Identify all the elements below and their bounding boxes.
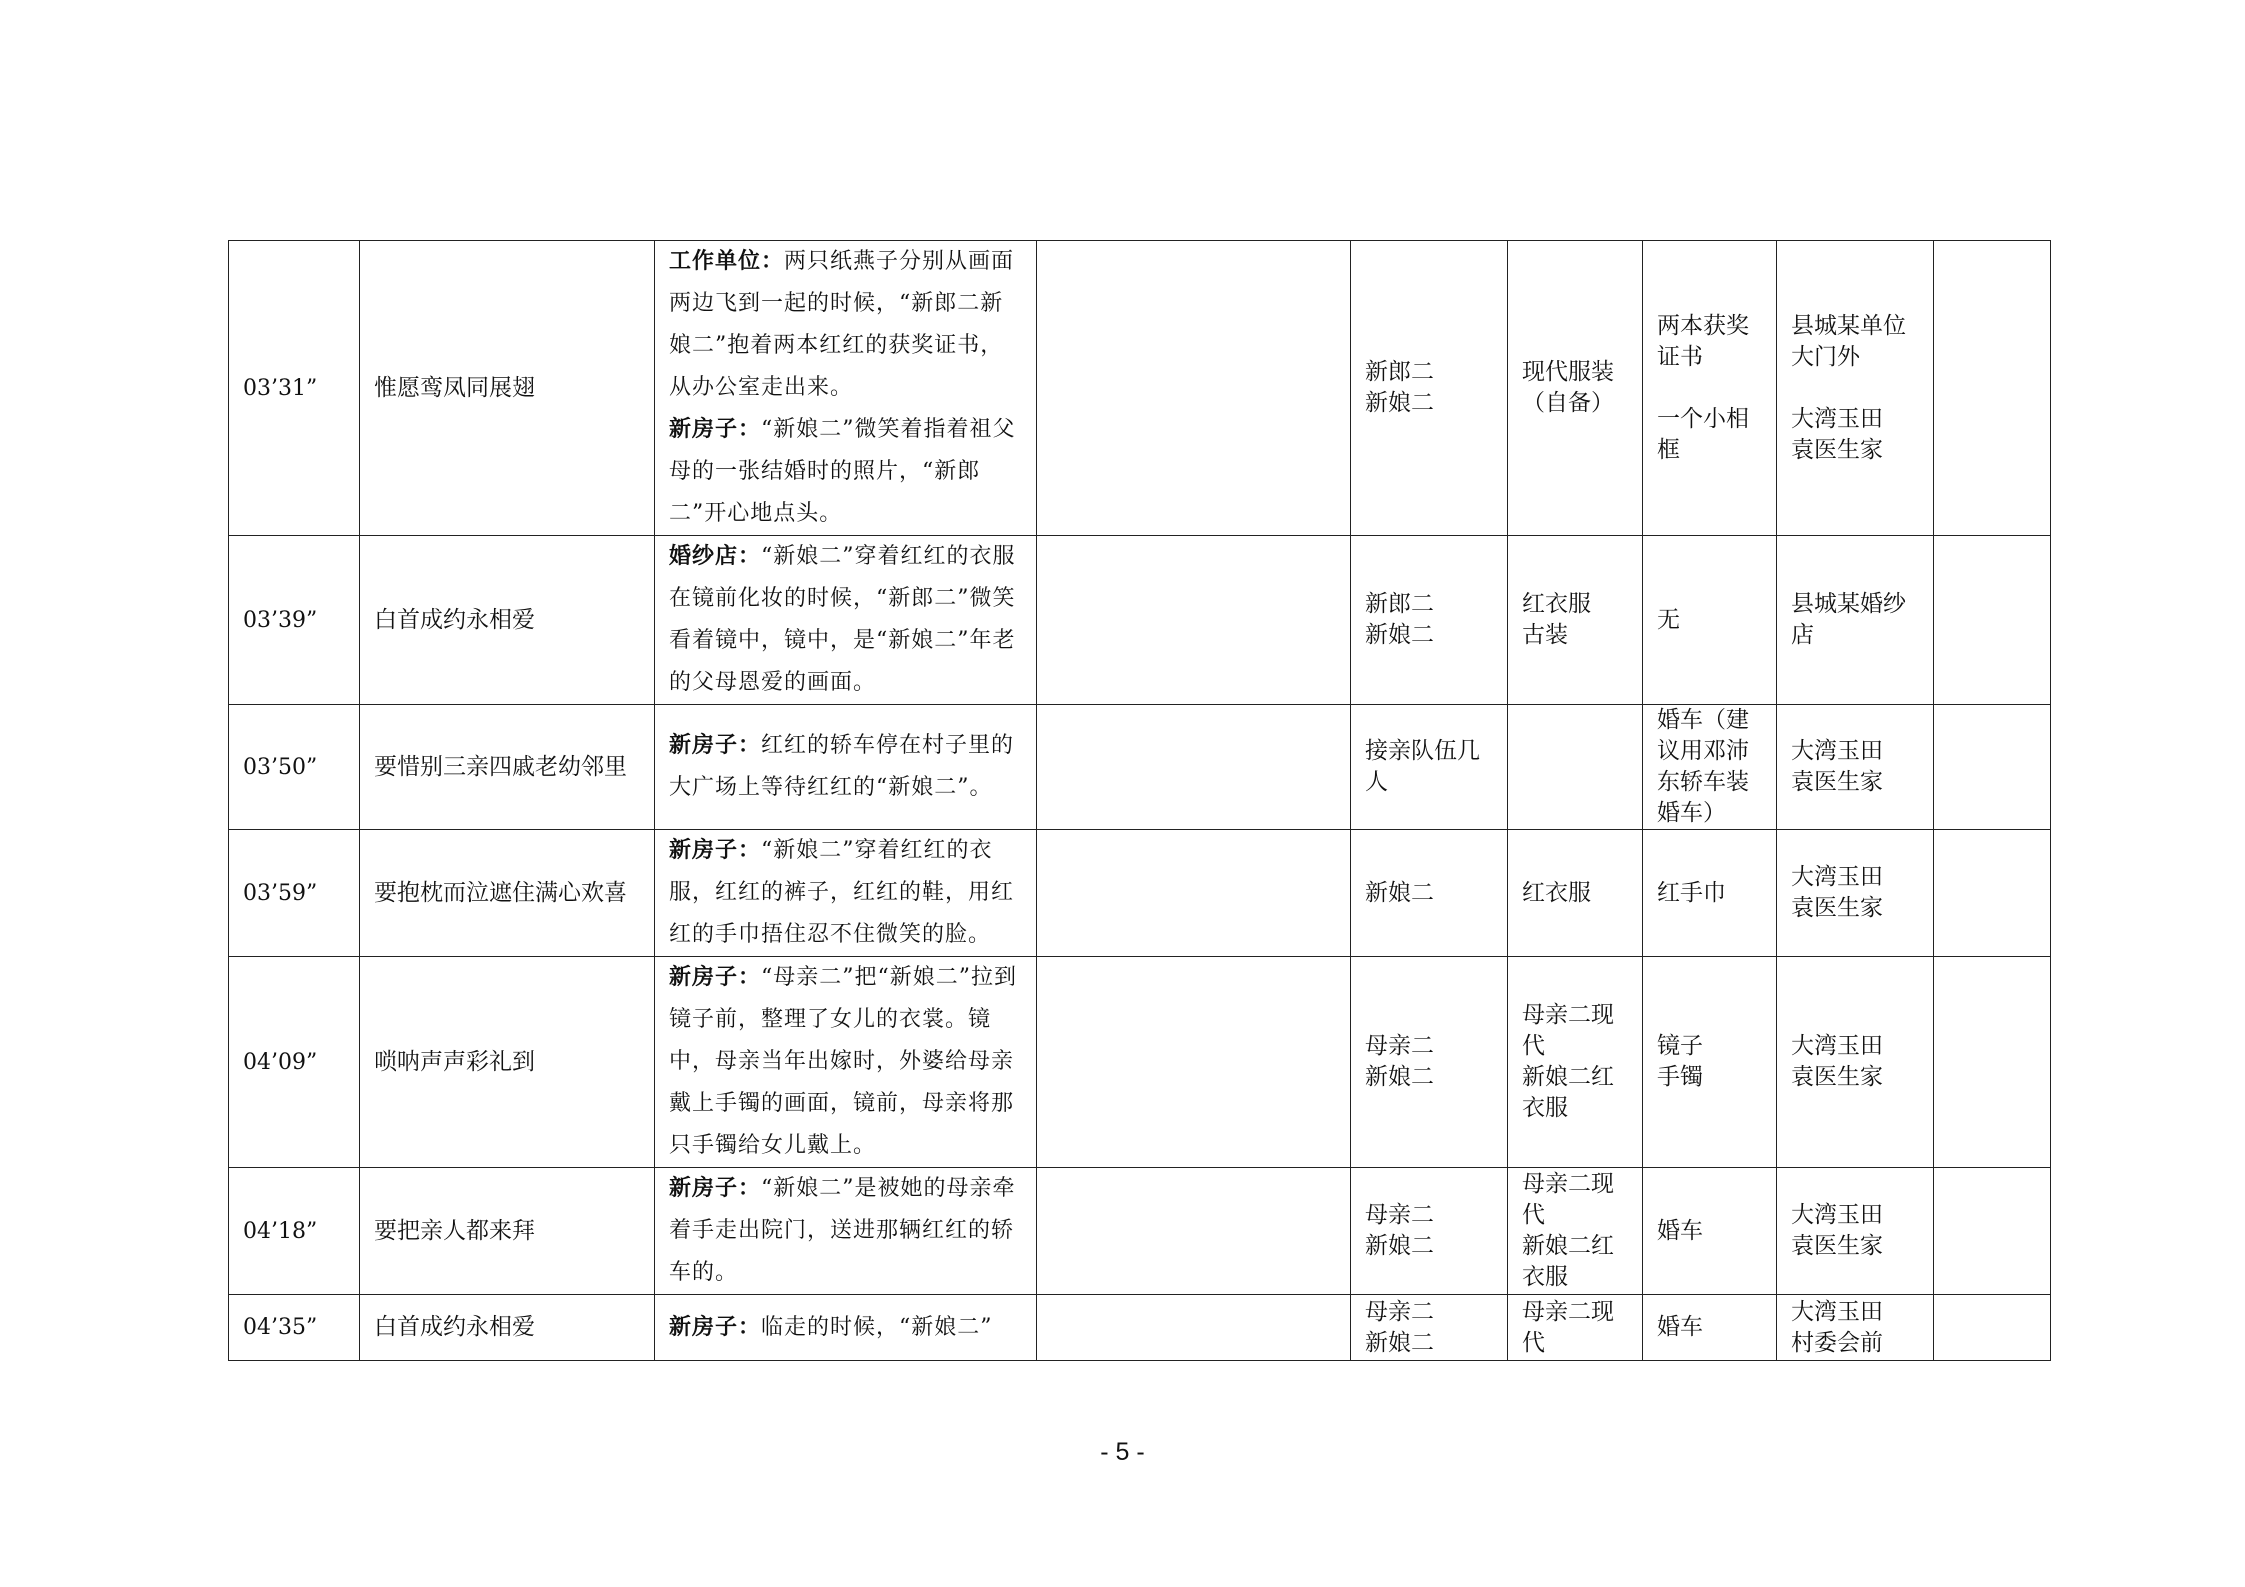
blank-cell xyxy=(1037,1168,1351,1295)
costume-cell-line: 衣服 xyxy=(1522,1264,1568,1290)
scene-text: 两只纸燕子分别从画面两边飞到一起的时候，“新郎二新娘二”抱着两本红红的获奖证书，从办公室走出来。 xyxy=(669,249,1015,400)
location-cell-line xyxy=(1791,373,1919,404)
costume-cell-line: 母亲二现 xyxy=(1522,1171,1614,1197)
location-cell-line: 大湾玉田 xyxy=(1791,864,1883,890)
props-cell-line: 红手巾 xyxy=(1657,879,1726,906)
props-cell-line: 无 xyxy=(1657,606,1680,633)
scene-text: “新娘二”是被她的母亲牵着手走出院门，送进那辆红红的轿车的。 xyxy=(669,1176,1016,1285)
timecode-cell: 03’50” xyxy=(229,705,360,830)
scene-location-label: 新房子： xyxy=(669,965,762,990)
scene-paragraph xyxy=(669,957,1022,1167)
timecode-cell: 03’31” xyxy=(229,241,360,536)
cast-cell-line: 新郎二 xyxy=(1365,591,1434,617)
lyric-cell: 要把亲人都来拜 xyxy=(360,1168,655,1295)
props-cell-line: 两本获奖 xyxy=(1657,312,1749,339)
location-cell-line: 袁医生家 xyxy=(1791,895,1883,921)
scene-description-cell xyxy=(655,705,1037,830)
blank-cell xyxy=(1934,957,2051,1168)
costume-cell xyxy=(1508,1168,1643,1295)
props-cell xyxy=(1643,241,1777,536)
location-cell xyxy=(1777,830,1934,957)
scene-paragraph xyxy=(669,409,1022,535)
location-cell xyxy=(1777,1295,1934,1361)
scene-text: “新娘二”微笑着指着祖父母的一张结婚时的照片，“新郎二”开心地点头。 xyxy=(669,417,1016,526)
scene-location-label: 新房子： xyxy=(669,838,762,863)
props-cell-line: 婚车） xyxy=(1657,800,1726,826)
scene-location-label: 婚纱店： xyxy=(669,544,762,569)
table-row xyxy=(229,1295,2051,1361)
costume-cell-line: （自备） xyxy=(1522,390,1614,416)
cast-cell xyxy=(1351,830,1508,957)
page-number: - 5 - xyxy=(1100,1438,1145,1466)
costume-cell-line: 代 xyxy=(1522,1202,1545,1228)
props-cell-line: 手镯 xyxy=(1657,1064,1703,1090)
scene-description-cell xyxy=(655,1168,1037,1295)
lyric-cell: 白首成约永相爱 xyxy=(360,1295,655,1361)
blank-cell xyxy=(1934,830,2051,957)
props-cell-line: 议用邓沛 xyxy=(1657,738,1749,764)
table-body xyxy=(229,241,2051,1361)
props-cell xyxy=(1643,536,1777,705)
cast-cell-line: 母亲二 xyxy=(1365,1202,1434,1228)
scene-text: 红红的轿车停在村子里的大广场上等待红红的“新娘二”。 xyxy=(669,733,1015,800)
table-row xyxy=(229,830,2051,957)
costume-cell xyxy=(1508,957,1643,1168)
costume-cell-line: 古装 xyxy=(1522,622,1568,648)
table-row xyxy=(229,1168,2051,1295)
location-cell-line: 袁医生家 xyxy=(1791,1233,1883,1259)
location-cell xyxy=(1777,957,1934,1168)
costume-cell-line: 衣服 xyxy=(1522,1095,1568,1121)
blank-cell xyxy=(1934,241,2051,536)
scene-description-cell xyxy=(655,957,1037,1168)
scene-paragraph xyxy=(669,536,1022,704)
scene-text: “新娘二”穿着红红的衣服，红红的裤子，红红的鞋，用红红的手巾捂住忍不住微笑的脸。 xyxy=(669,838,1015,947)
scene-paragraph xyxy=(669,830,1022,956)
lyric-cell: 唢呐声声彩礼到 xyxy=(360,957,655,1168)
location-cell-line: 大门外 xyxy=(1791,343,1860,370)
costume-cell xyxy=(1508,830,1643,957)
location-cell-line: 大湾玉田 xyxy=(1791,738,1883,764)
costume-cell-line: 红衣服 xyxy=(1522,591,1591,617)
blank-cell xyxy=(1934,1295,2051,1361)
scene-description-cell xyxy=(655,536,1037,705)
scene-text: “母亲二”把“新娘二”拉到镜子前，整理了女儿的衣裳。镜中，母亲当年出嫁时，外婆给母亲戴上手镯的画面，镜前，母亲将那只手镯给女儿戴上。 xyxy=(669,965,1018,1158)
cast-cell-line: 新娘二 xyxy=(1365,1329,1434,1356)
location-cell-line: 村委会前 xyxy=(1791,1329,1883,1356)
cast-cell-line: 新郎二 xyxy=(1365,359,1434,385)
cast-cell-line: 新娘二 xyxy=(1365,879,1434,906)
location-cell xyxy=(1777,241,1934,536)
costume-cell-line: 现代服装 xyxy=(1522,359,1614,385)
props-cell-line xyxy=(1657,373,1762,404)
props-cell xyxy=(1643,957,1777,1168)
blank-cell xyxy=(1037,1295,1351,1361)
scene-location-label: 新房子： xyxy=(669,417,762,442)
scene-text: 临走的时候，“新娘二” xyxy=(761,1314,993,1340)
blank-cell xyxy=(1934,1168,2051,1295)
timecode-cell: 04’18” xyxy=(229,1168,360,1295)
costume-cell-line: 代 xyxy=(1522,1329,1545,1356)
scene-description-cell xyxy=(655,241,1037,536)
lyric-cell: 白首成约永相爱 xyxy=(360,536,655,705)
scene-location-label: 新房子： xyxy=(669,733,762,758)
props-cell-line: 婚车 xyxy=(1657,1217,1703,1244)
location-cell xyxy=(1777,536,1934,705)
scene-description-cell xyxy=(655,1295,1037,1361)
scene-description-cell xyxy=(655,830,1037,957)
timecode-cell: 04’35” xyxy=(229,1295,360,1361)
props-cell xyxy=(1643,1295,1777,1361)
cast-cell-line: 新娘二 xyxy=(1365,1233,1434,1259)
costume-cell-line: 代 xyxy=(1522,1033,1545,1059)
cast-cell xyxy=(1351,536,1508,705)
props-cell-line: 框 xyxy=(1657,436,1680,463)
props-cell-line: 证书 xyxy=(1657,343,1703,370)
location-cell-line: 店 xyxy=(1791,622,1814,648)
scene-location-label: 新房子： xyxy=(669,1314,762,1340)
props-cell xyxy=(1643,830,1777,957)
costume-cell xyxy=(1508,705,1643,830)
cast-cell-line: 母亲二 xyxy=(1365,1298,1434,1325)
blank-cell xyxy=(1934,536,2051,705)
scene-location-label: 新房子： xyxy=(669,1176,762,1201)
cast-cell-line: 新娘二 xyxy=(1365,1064,1434,1090)
cast-cell-line: 接亲队伍几 xyxy=(1365,738,1480,764)
costume-cell xyxy=(1508,1295,1643,1361)
table-row xyxy=(229,957,2051,1168)
scene-paragraph xyxy=(669,1168,1022,1294)
blank-cell xyxy=(1037,241,1351,536)
location-cell-line: 袁医生家 xyxy=(1791,1064,1883,1090)
blank-cell xyxy=(1037,536,1351,705)
timecode-cell: 03’39” xyxy=(229,536,360,705)
lyric-cell: 要抱枕而泣遮住满心欢喜 xyxy=(360,830,655,957)
costume-cell-line: 母亲二现 xyxy=(1522,1002,1614,1028)
scene-paragraph xyxy=(669,725,1022,809)
cast-cell xyxy=(1351,1295,1508,1361)
location-cell-line: 大湾玉田 xyxy=(1791,405,1883,432)
costume-cell-line: 红衣服 xyxy=(1522,879,1591,906)
cast-cell xyxy=(1351,241,1508,536)
blank-cell xyxy=(1037,957,1351,1168)
costume-cell-line: 母亲二现 xyxy=(1522,1298,1614,1325)
cast-cell xyxy=(1351,1168,1508,1295)
location-cell xyxy=(1777,1168,1934,1295)
props-cell-line: 婚车（建 xyxy=(1657,707,1749,733)
cast-cell-line: 新娘二 xyxy=(1365,390,1434,416)
lyric-cell: 惟愿鸾凤同展翅 xyxy=(360,241,655,536)
table-row xyxy=(229,536,2051,705)
props-cell xyxy=(1643,1168,1777,1295)
timecode-cell: 03’59” xyxy=(229,830,360,957)
scene-location-label: 工作单位： xyxy=(669,249,785,274)
location-cell-line: 县城某婚纱 xyxy=(1791,591,1906,617)
table-row xyxy=(229,705,2051,830)
costume-cell-line: 新娘二红 xyxy=(1522,1064,1614,1090)
location-cell-line: 大湾玉田 xyxy=(1791,1033,1883,1059)
location-cell-line: 县城某单位 xyxy=(1791,312,1906,339)
cast-cell-line: 新娘二 xyxy=(1365,622,1434,648)
costume-cell xyxy=(1508,536,1643,705)
cast-cell-line: 人 xyxy=(1365,769,1388,795)
storyboard-table xyxy=(228,240,2051,1361)
costume-cell xyxy=(1508,241,1643,536)
cast-cell xyxy=(1351,705,1508,830)
cast-cell-line: 母亲二 xyxy=(1365,1033,1434,1059)
costume-cell-line: 新娘二红 xyxy=(1522,1233,1614,1259)
lyric-cell: 要惜别三亲四戚老幼邻里 xyxy=(360,705,655,830)
props-cell xyxy=(1643,705,1777,830)
cast-cell xyxy=(1351,957,1508,1168)
props-cell-line: 一个小相 xyxy=(1657,405,1749,432)
location-cell-line: 大湾玉田 xyxy=(1791,1298,1883,1325)
props-cell-line: 镜子 xyxy=(1657,1033,1703,1059)
location-cell xyxy=(1777,705,1934,830)
timecode-cell: 04’09” xyxy=(229,957,360,1168)
blank-cell xyxy=(1037,830,1351,957)
blank-cell xyxy=(1037,705,1351,830)
location-cell-line: 袁医生家 xyxy=(1791,436,1883,463)
location-cell-line: 袁医生家 xyxy=(1791,769,1883,795)
scene-text: “新娘二”穿着红红的衣服在镜前化妆的时候，“新郎二”微笑看着镜中，镜中，是“新娘二”年老的父母恩爱的画面。 xyxy=(669,544,1016,695)
table-row xyxy=(229,241,2051,536)
scene-paragraph xyxy=(669,1307,1022,1349)
props-cell-line: 婚车 xyxy=(1657,1314,1703,1340)
scene-paragraph xyxy=(669,241,1022,409)
location-cell-line: 大湾玉田 xyxy=(1791,1202,1883,1228)
blank-cell xyxy=(1934,705,2051,830)
props-cell-line: 东轿车装 xyxy=(1657,769,1749,795)
